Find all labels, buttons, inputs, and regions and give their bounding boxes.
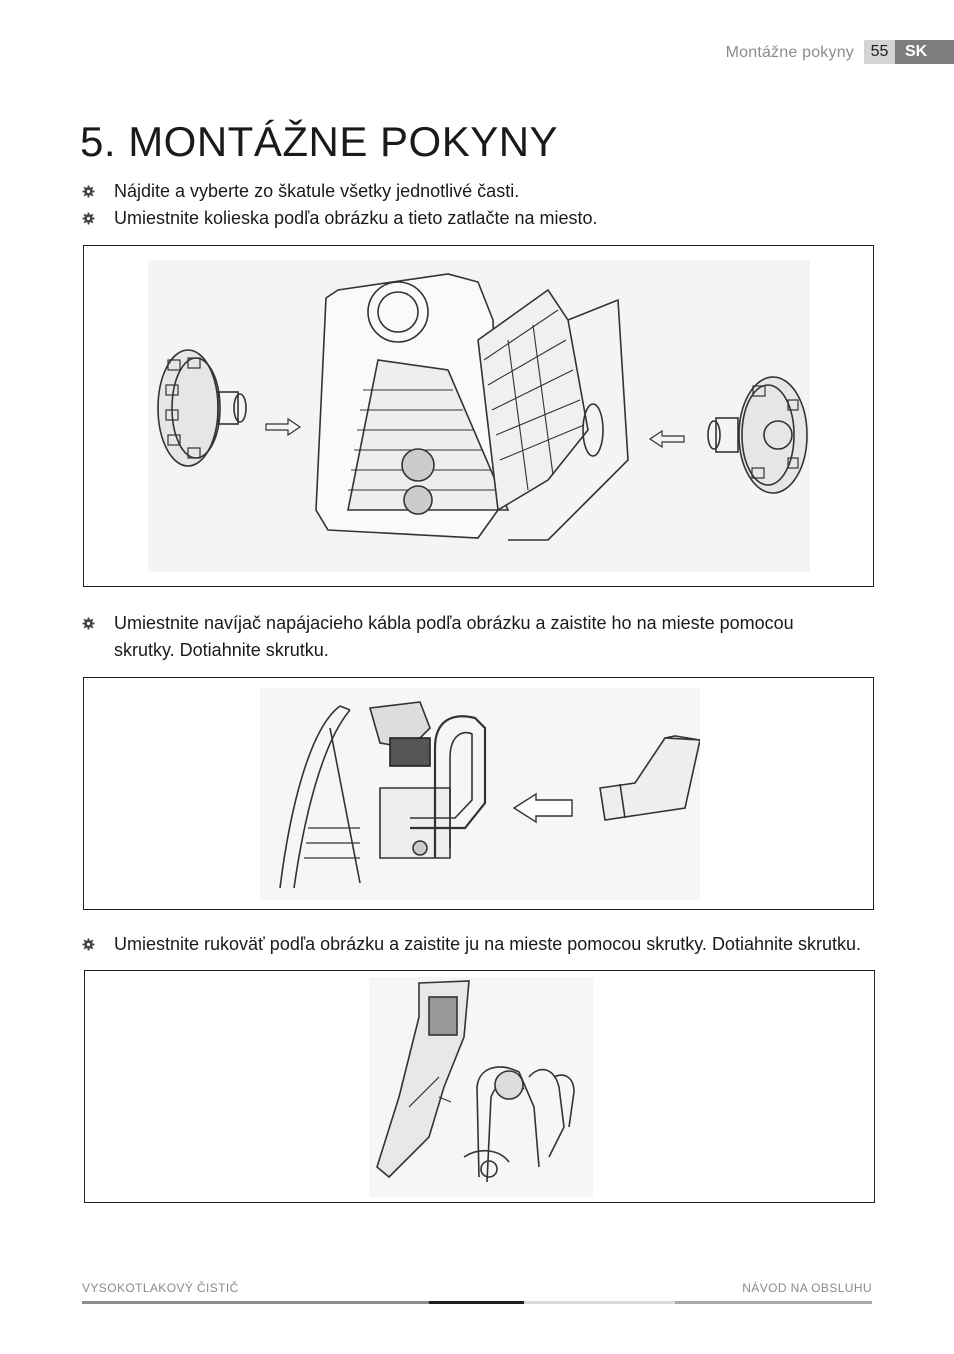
gear-bullet-icon bbox=[82, 617, 95, 630]
language-badge: SK bbox=[895, 40, 954, 64]
instruction-text-line: Umiestnite navíjač napájacieho kábla podľa obrázku a zaistite ho na mieste pomocou bbox=[114, 613, 794, 633]
footer-bar-segment bbox=[524, 1301, 675, 1304]
instruction-text: Nájdite a vyberte zo škatule všetky jednotlivé časti. bbox=[114, 181, 520, 201]
instruction-item bbox=[82, 931, 882, 958]
cable-reel-figure bbox=[83, 677, 874, 910]
footer-bar-segment bbox=[675, 1301, 872, 1304]
instruction-text-line: skrutky. Dotiahnite skrutku. bbox=[114, 640, 329, 660]
cable-reel-bracket-diagram bbox=[260, 688, 700, 900]
gear-bullet-icon bbox=[82, 185, 95, 198]
instruction-item bbox=[82, 178, 519, 205]
page-title: 5. MONTÁŽNE POKYNY bbox=[80, 118, 559, 165]
instruction-item bbox=[82, 610, 842, 664]
footer-bar-segment bbox=[429, 1301, 524, 1304]
handle-assembly-figure bbox=[84, 970, 875, 1203]
footer-product-name: VYSOKOTLAKOVÝ ČISTIČ bbox=[82, 1281, 239, 1295]
instruction-item bbox=[82, 205, 598, 232]
gear-bullet-icon bbox=[82, 212, 95, 225]
page-header bbox=[0, 40, 954, 64]
gear-bullet-icon bbox=[82, 938, 95, 951]
handle-assembly-diagram bbox=[369, 977, 593, 1197]
footer-manual-name: NÁVOD NA OBSLUHU bbox=[742, 1281, 872, 1295]
page-number: 55 bbox=[864, 40, 895, 64]
instruction-text: Umiestnite kolieska podľa obrázku a tieto zatlačte na miesto. bbox=[114, 208, 598, 228]
header-section-title: Montážne pokyny bbox=[725, 44, 854, 61]
footer-bar-segment bbox=[82, 1301, 429, 1304]
wheel-assembly-figure bbox=[83, 245, 874, 587]
instruction-text: Umiestnite rukoväť podľa obrázku a zaistite ju na mieste pomocou skrutky. Dotiahnite skrutku. bbox=[114, 934, 862, 954]
wheel-assembly-diagram bbox=[148, 260, 810, 572]
